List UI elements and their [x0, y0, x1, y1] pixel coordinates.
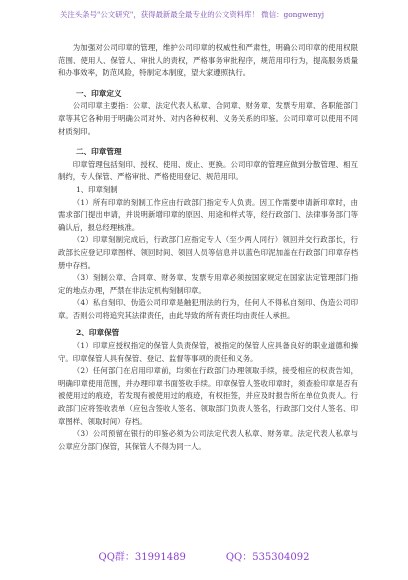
section-heading-definition: 一、印章定义 [76, 88, 122, 98]
management-paragraph: 印章管理包括刻印、授权、使用、废止、更换。公司印章的管理应做到分散管理、相互制约，专人保管、严格审批、严格使用登记、规范用印。 [58, 159, 358, 182]
section-heading-management: 二、印章管理 [76, 147, 122, 157]
footer-qq-group: QQ群：31991489 [98, 552, 186, 563]
engraving-item-3: （3）刻制公章、合同章、财务章、发票专用章必须按国家规定在国家法定管理部门指定的地点办理，严禁在非法定机构刻制印章。 [58, 273, 358, 295]
footer-qq: QQ：535304092 [225, 552, 310, 563]
engraving-item-1: （1）所有印章的刻制工作应由行政部门指定专人负责。因工作需要申请新印章时，由需求部门提出申请，并说明新增印章的原因、用途和样式等，经行政部门、法律事务部门等确认后，报总经理核准。 [58, 197, 358, 232]
subsection-heading-custody: 2、印章保管 [76, 328, 120, 338]
document-body [58, 42, 358, 453]
intro-paragraph: 为加强对公司印章的管理，维护公司印章的权威性和严肃性，明确公司印章的使用权限范围、使用人、保管人、审批人的责权，严格事务审批程序，规范用印行为，提高服务质量和办事效率，防范风险，特制定本制度，望大家遵照执行。 [58, 43, 358, 78]
subsection-heading-engraving: 1、印章刻制 [76, 184, 118, 194]
engraving-item-4: （4）私自刻印、伪造公司印章是触犯刑法的行为，任何人不得私自刻印、伪造公司印章。否则公司将追究其法律责任，由此导致的所有责任均由责任人承担。 [58, 298, 358, 320]
definition-paragraph: 公司印章主要指：公章、法定代表人私章、合同章、财务章、发票专用章、各职能部门章等其它各种用于明确公司对外、对内各种权利、义务关系的印鉴。公司印章可以使用不同材质刻印。 [58, 101, 358, 136]
engraving-item-2: （2）印章刻制完成后，行政部门应指定专人（至少两人同行）领回并交行政部长，行政部长应登记印章图样、领回时间、领回人员等信息并以蓝色印泥加盖在行政部门印章存档册中存档。 [58, 235, 358, 270]
banner-text: 关注头条号"公文研究"，获得最新最全最专业的公文资料库！ 微信：gongwenyj [60, 10, 325, 19]
footer-contact [0, 548, 408, 563]
custody-item-3: （3）公司预留在银行的印鉴必须为公司法定代表人私章、财务章。法定代表人私章与公章应分部门保管，其保管人不得为同一人。 [58, 429, 358, 451]
custody-item-2: （2）任何部门在启用印章前，均须在行政部门办理领取手续，接受相应的权责告知，明确印章使用范围，并办理印章书面签收手续。印章保管人签收印章时，须查验印章是否有被使用过的痕迹，若发现有被使用过的痕迹，有权拒签，并应及时报告所在单位负责人。行政部门应将签收表单（应包含签收人签名、领取部门负责人签名，行政部门交付人签名、印章图样、领取时间）存档。 [58, 366, 358, 426]
custody-item-1: （1）印章应授权指定的保管人负责保管，被指定的保管人应具备良好的职业道德和操守。印章保管人具有保管、登记、监督等事项的责任和义务。 [58, 341, 358, 363]
